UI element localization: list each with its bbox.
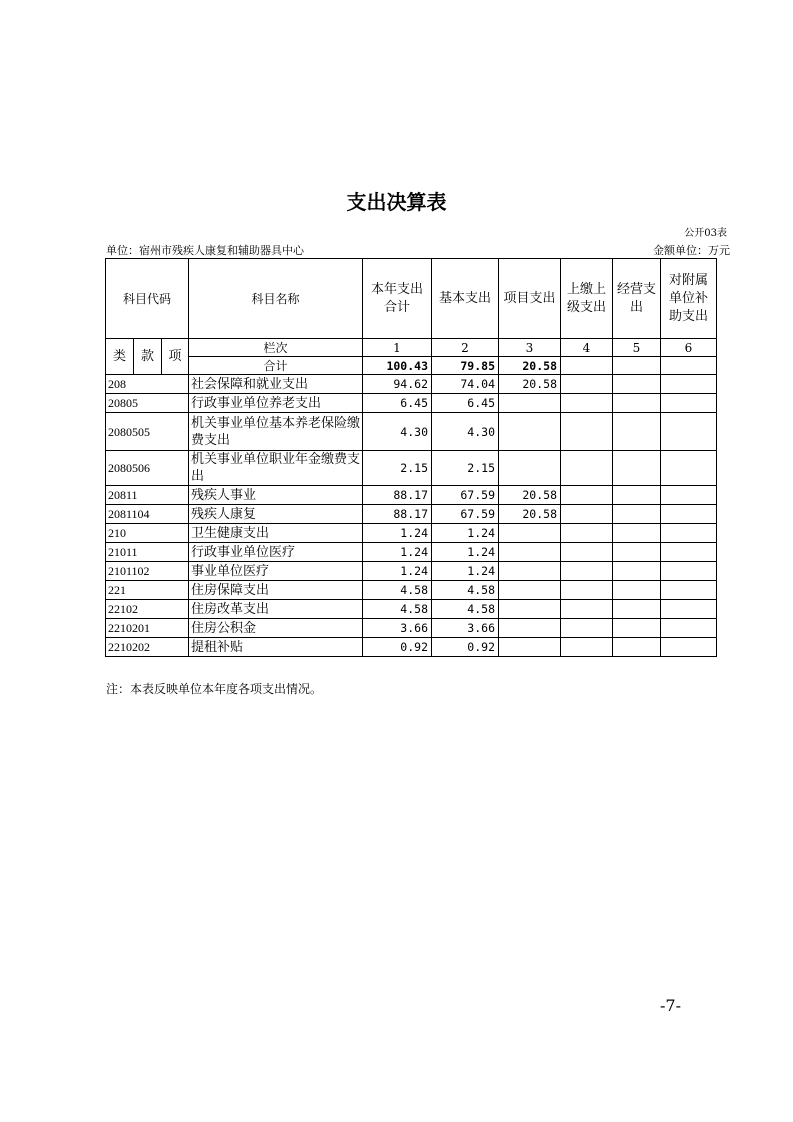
row-subsidiary	[661, 600, 717, 619]
header-project: 项目支出	[499, 259, 561, 339]
table-row	[106, 375, 717, 394]
row-subsidiary	[661, 638, 717, 657]
row-upper	[561, 562, 613, 581]
row-basic: 4.58	[432, 581, 499, 600]
table-row	[106, 562, 717, 581]
table-row	[106, 619, 717, 638]
table-row	[106, 543, 717, 562]
row-basic: 2.15	[432, 451, 499, 486]
row-upper	[561, 619, 613, 638]
table-row	[106, 581, 717, 600]
table-row	[106, 600, 717, 619]
header-xiang: 项	[162, 339, 189, 375]
row-code: 208	[106, 375, 189, 394]
row-total: 1.24	[363, 524, 432, 543]
row-code: 221	[106, 581, 189, 600]
row-total: 4.30	[363, 413, 432, 451]
row-project	[499, 524, 561, 543]
row-upper	[561, 451, 613, 486]
row-business	[613, 524, 661, 543]
unit-line	[106, 242, 730, 258]
row-code: 210	[106, 524, 189, 543]
row-upper	[561, 524, 613, 543]
row-code: 2210202	[106, 638, 189, 657]
row-basic: 74.04	[432, 375, 499, 394]
row-name: 行政事业单位医疗	[189, 543, 363, 562]
row-total: 88.17	[363, 505, 432, 524]
row-subsidiary	[661, 394, 717, 413]
row-project	[499, 394, 561, 413]
row-code: 2101102	[106, 562, 189, 581]
row-project	[499, 413, 561, 451]
column-number-row	[106, 339, 717, 357]
row-subsidiary	[661, 581, 717, 600]
row-upper	[561, 638, 613, 657]
row-basic: 0.92	[432, 638, 499, 657]
row-business	[613, 543, 661, 562]
total-project: 20.58	[499, 357, 561, 375]
row-subsidiary	[661, 562, 717, 581]
row-basic: 6.45	[432, 394, 499, 413]
row-business	[613, 394, 661, 413]
header-row	[106, 259, 717, 339]
row-total: 0.92	[363, 638, 432, 657]
row-subsidiary	[661, 486, 717, 505]
row-name: 提租补贴	[189, 638, 363, 657]
header-upper: 上缴上级支出	[561, 259, 613, 339]
row-subsidiary	[661, 505, 717, 524]
total-row	[106, 357, 717, 375]
page-number: -7-	[660, 996, 681, 1015]
row-upper	[561, 505, 613, 524]
row-project: 20.58	[499, 505, 561, 524]
header-total: 本年支出合计	[363, 259, 432, 339]
row-name: 住房改革支出	[189, 600, 363, 619]
row-project	[499, 451, 561, 486]
row-name: 住房公积金	[189, 619, 363, 638]
row-basic: 1.24	[432, 562, 499, 581]
row-upper	[561, 375, 613, 394]
row-basic: 67.59	[432, 505, 499, 524]
row-name: 事业单位医疗	[189, 562, 363, 581]
row-business	[613, 619, 661, 638]
row-business	[613, 638, 661, 657]
header-column-label: 栏次	[189, 339, 363, 357]
row-basic: 67.59	[432, 486, 499, 505]
row-total: 4.58	[363, 581, 432, 600]
row-basic: 3.66	[432, 619, 499, 638]
row-subsidiary	[661, 375, 717, 394]
row-code: 20805	[106, 394, 189, 413]
row-subsidiary	[661, 543, 717, 562]
row-business	[613, 600, 661, 619]
row-project	[499, 638, 561, 657]
row-basic: 4.58	[432, 600, 499, 619]
row-name: 行政事业单位养老支出	[189, 394, 363, 413]
row-total: 88.17	[363, 486, 432, 505]
table-row	[106, 638, 717, 657]
row-basic: 1.24	[432, 524, 499, 543]
table-row	[106, 505, 717, 524]
col-num-2: 2	[432, 339, 499, 357]
table-row	[106, 524, 717, 543]
row-upper	[561, 581, 613, 600]
row-upper	[561, 394, 613, 413]
col-num-6: 6	[661, 339, 717, 357]
row-code: 21011	[106, 543, 189, 562]
row-project	[499, 600, 561, 619]
row-total: 6.45	[363, 394, 432, 413]
row-total: 3.66	[363, 619, 432, 638]
row-total: 1.24	[363, 562, 432, 581]
total-label: 合计	[189, 357, 363, 375]
page-title: 支出决算表	[346, 190, 447, 214]
form-code: 公开03表	[684, 228, 727, 239]
row-subsidiary	[661, 524, 717, 543]
row-basic: 4.30	[432, 413, 499, 451]
row-total: 4.58	[363, 600, 432, 619]
row-name: 卫生健康支出	[189, 524, 363, 543]
row-name: 社会保障和就业支出	[189, 375, 363, 394]
table-note: 注：本表反映单位本年度各项支出情况。	[106, 682, 323, 696]
col-num-4: 4	[561, 339, 613, 357]
row-business	[613, 562, 661, 581]
row-business	[613, 486, 661, 505]
table-row	[106, 486, 717, 505]
row-business	[613, 413, 661, 451]
col-num-5: 5	[613, 339, 661, 357]
header-subject-name: 科目名称	[189, 259, 363, 339]
header-kuan: 款	[134, 339, 162, 375]
row-project	[499, 581, 561, 600]
row-project	[499, 543, 561, 562]
header-lei: 类	[106, 339, 134, 375]
row-subsidiary	[661, 413, 717, 451]
table-row	[106, 451, 717, 486]
row-total: 2.15	[363, 451, 432, 486]
row-subsidiary	[661, 451, 717, 486]
row-subsidiary	[661, 619, 717, 638]
row-code: 2080506	[106, 451, 189, 486]
row-name: 机关事业单位基本养老保险缴费支出	[189, 413, 363, 451]
row-upper	[561, 413, 613, 451]
row-upper	[561, 543, 613, 562]
row-code: 20811	[106, 486, 189, 505]
expenditure-table	[105, 258, 717, 657]
header-basic: 基本支出	[432, 259, 499, 339]
row-code: 2080505	[106, 413, 189, 451]
header-business: 经营支出	[613, 259, 661, 339]
col-num-1: 1	[363, 339, 432, 357]
row-code: 2081104	[106, 505, 189, 524]
row-basic: 1.24	[432, 543, 499, 562]
total-basic: 79.85	[432, 357, 499, 375]
total-amount: 100.43	[363, 357, 432, 375]
row-name: 残疾人事业	[189, 486, 363, 505]
row-project: 20.58	[499, 486, 561, 505]
col-num-3: 3	[499, 339, 561, 357]
row-name: 残疾人康复	[189, 505, 363, 524]
row-business	[613, 505, 661, 524]
row-business	[613, 451, 661, 486]
row-project	[499, 562, 561, 581]
row-total: 94.62	[363, 375, 432, 394]
row-upper	[561, 486, 613, 505]
row-project: 20.58	[499, 375, 561, 394]
row-name: 机关事业单位职业年金缴费支出	[189, 451, 363, 486]
row-total: 1.24	[363, 543, 432, 562]
row-code: 22102	[106, 600, 189, 619]
header-subject-code: 科目代码	[106, 259, 189, 339]
row-business	[613, 375, 661, 394]
row-upper	[561, 600, 613, 619]
unit-label: 单位：宿州市残疾人康复和辅助器具中心	[106, 244, 304, 257]
row-code: 2210201	[106, 619, 189, 638]
row-business	[613, 581, 661, 600]
row-project	[499, 619, 561, 638]
table-row	[106, 394, 717, 413]
header-subsidiary: 对附属单位补助支出	[661, 259, 717, 339]
table-row	[106, 413, 717, 451]
row-name: 住房保障支出	[189, 581, 363, 600]
amount-unit: 金额单位：万元	[653, 244, 730, 257]
